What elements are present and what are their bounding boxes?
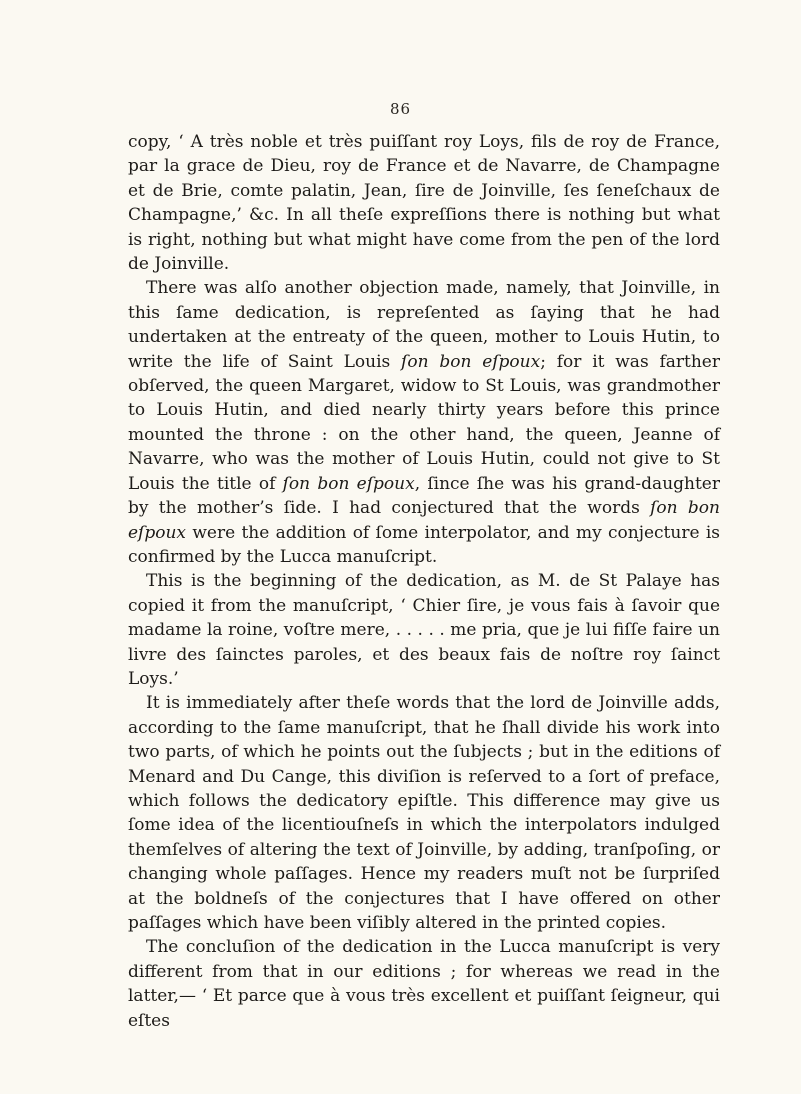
- text-run: were the addition of ſome interpolator, and my conjecture is confirmed by the Lucca manuſcript.: [128, 522, 720, 567]
- paragraph: [128, 569, 720, 691]
- paragraph: [128, 691, 720, 935]
- paragraph: [128, 130, 720, 276]
- text-run: copy, ‘ A très noble et très puiſſant roy Loys, fils de roy de France, par la grace de Dieu, roy de France et de Navarre, de Champagne et de Brie, comte palatin, Jean, ſire de Joinville, ſes ſeneſchaux de Champagne,’ &c. In all theſe expreſſions there is nothing but what is right, nothing but what might have come from the pen of the lord de Joinville.: [128, 132, 720, 275]
- paragraph: [128, 935, 720, 1033]
- text-run: It is immediately after theſe words that the lord de Joinville adds, according to the ſame manuſcript, that he ſhall divide his work into two parts, of which he points out the ſubjects ; but in the editions of Menard and Du Cange, this diviſion is reſerved to a ſort of preface, which follows the dedicatory epiſtle. This difference may give us ſome idea of the licentiouſneſs in which the interpolators indulged themſelves of altering the text of Joinville, by adding, tranſpoſing, or changing whole paſſages. Hence my readers muſt not be ſurpriſed at the boldneſs of the conjectures that I have offered on other paſſages which have been viſibly altered in the printed copies.: [128, 693, 720, 933]
- text-run: There was alſo another objection made, namely, that Joinville, in this ſame dedication, is repreſented as ſaying that he had undertaken at the entreaty of the queen, mother to Louis Hutin, to write the life of Saint Louis: [128, 278, 720, 372]
- text-run: This is the beginning of the dedication, as M. de St Palaye has copied it from the manuſcript, ‘ Chier ſire, je vous fais à ſavoir que madame la roine, voſtre mere, . . . . . me pria, que je lui fiſſe faire un livre des ſainctes paroles, et des beaux fais de noſtre roy ſainct Loys.’: [128, 571, 720, 689]
- text-run: , ſince ſhe was his grand-daughter by the mother’s ſide. I had conjectured that the words: [128, 473, 720, 519]
- italic-phrase: ſon bon eſpoux: [401, 351, 541, 372]
- text-run: The concluſion of the dedication in the Lucca manuſcript is very different from that in our editions ; for whereas we read in the latter,— ‘ Et parce que à vous très excellent et puiſſant ſeigneur, qui eſtes: [128, 937, 720, 1031]
- italic-phrase: ſon bon eſpoux: [282, 473, 415, 494]
- text-run: ; for it was farther obſerved, the queen Margaret, widow to St Louis, was grandmother to Louis Hutin, and died nearly thirty years before this prince mounted the throne : on the other hand, the queen, Jeanne of Navarre, who was the mother of Louis Hutin, could not give to St Louis the title of: [128, 351, 720, 494]
- body-text: [128, 130, 720, 1033]
- italic-phrase: ſon bon eſpoux: [128, 498, 720, 543]
- paragraph: [128, 276, 720, 569]
- page-number: 86: [389, 100, 412, 118]
